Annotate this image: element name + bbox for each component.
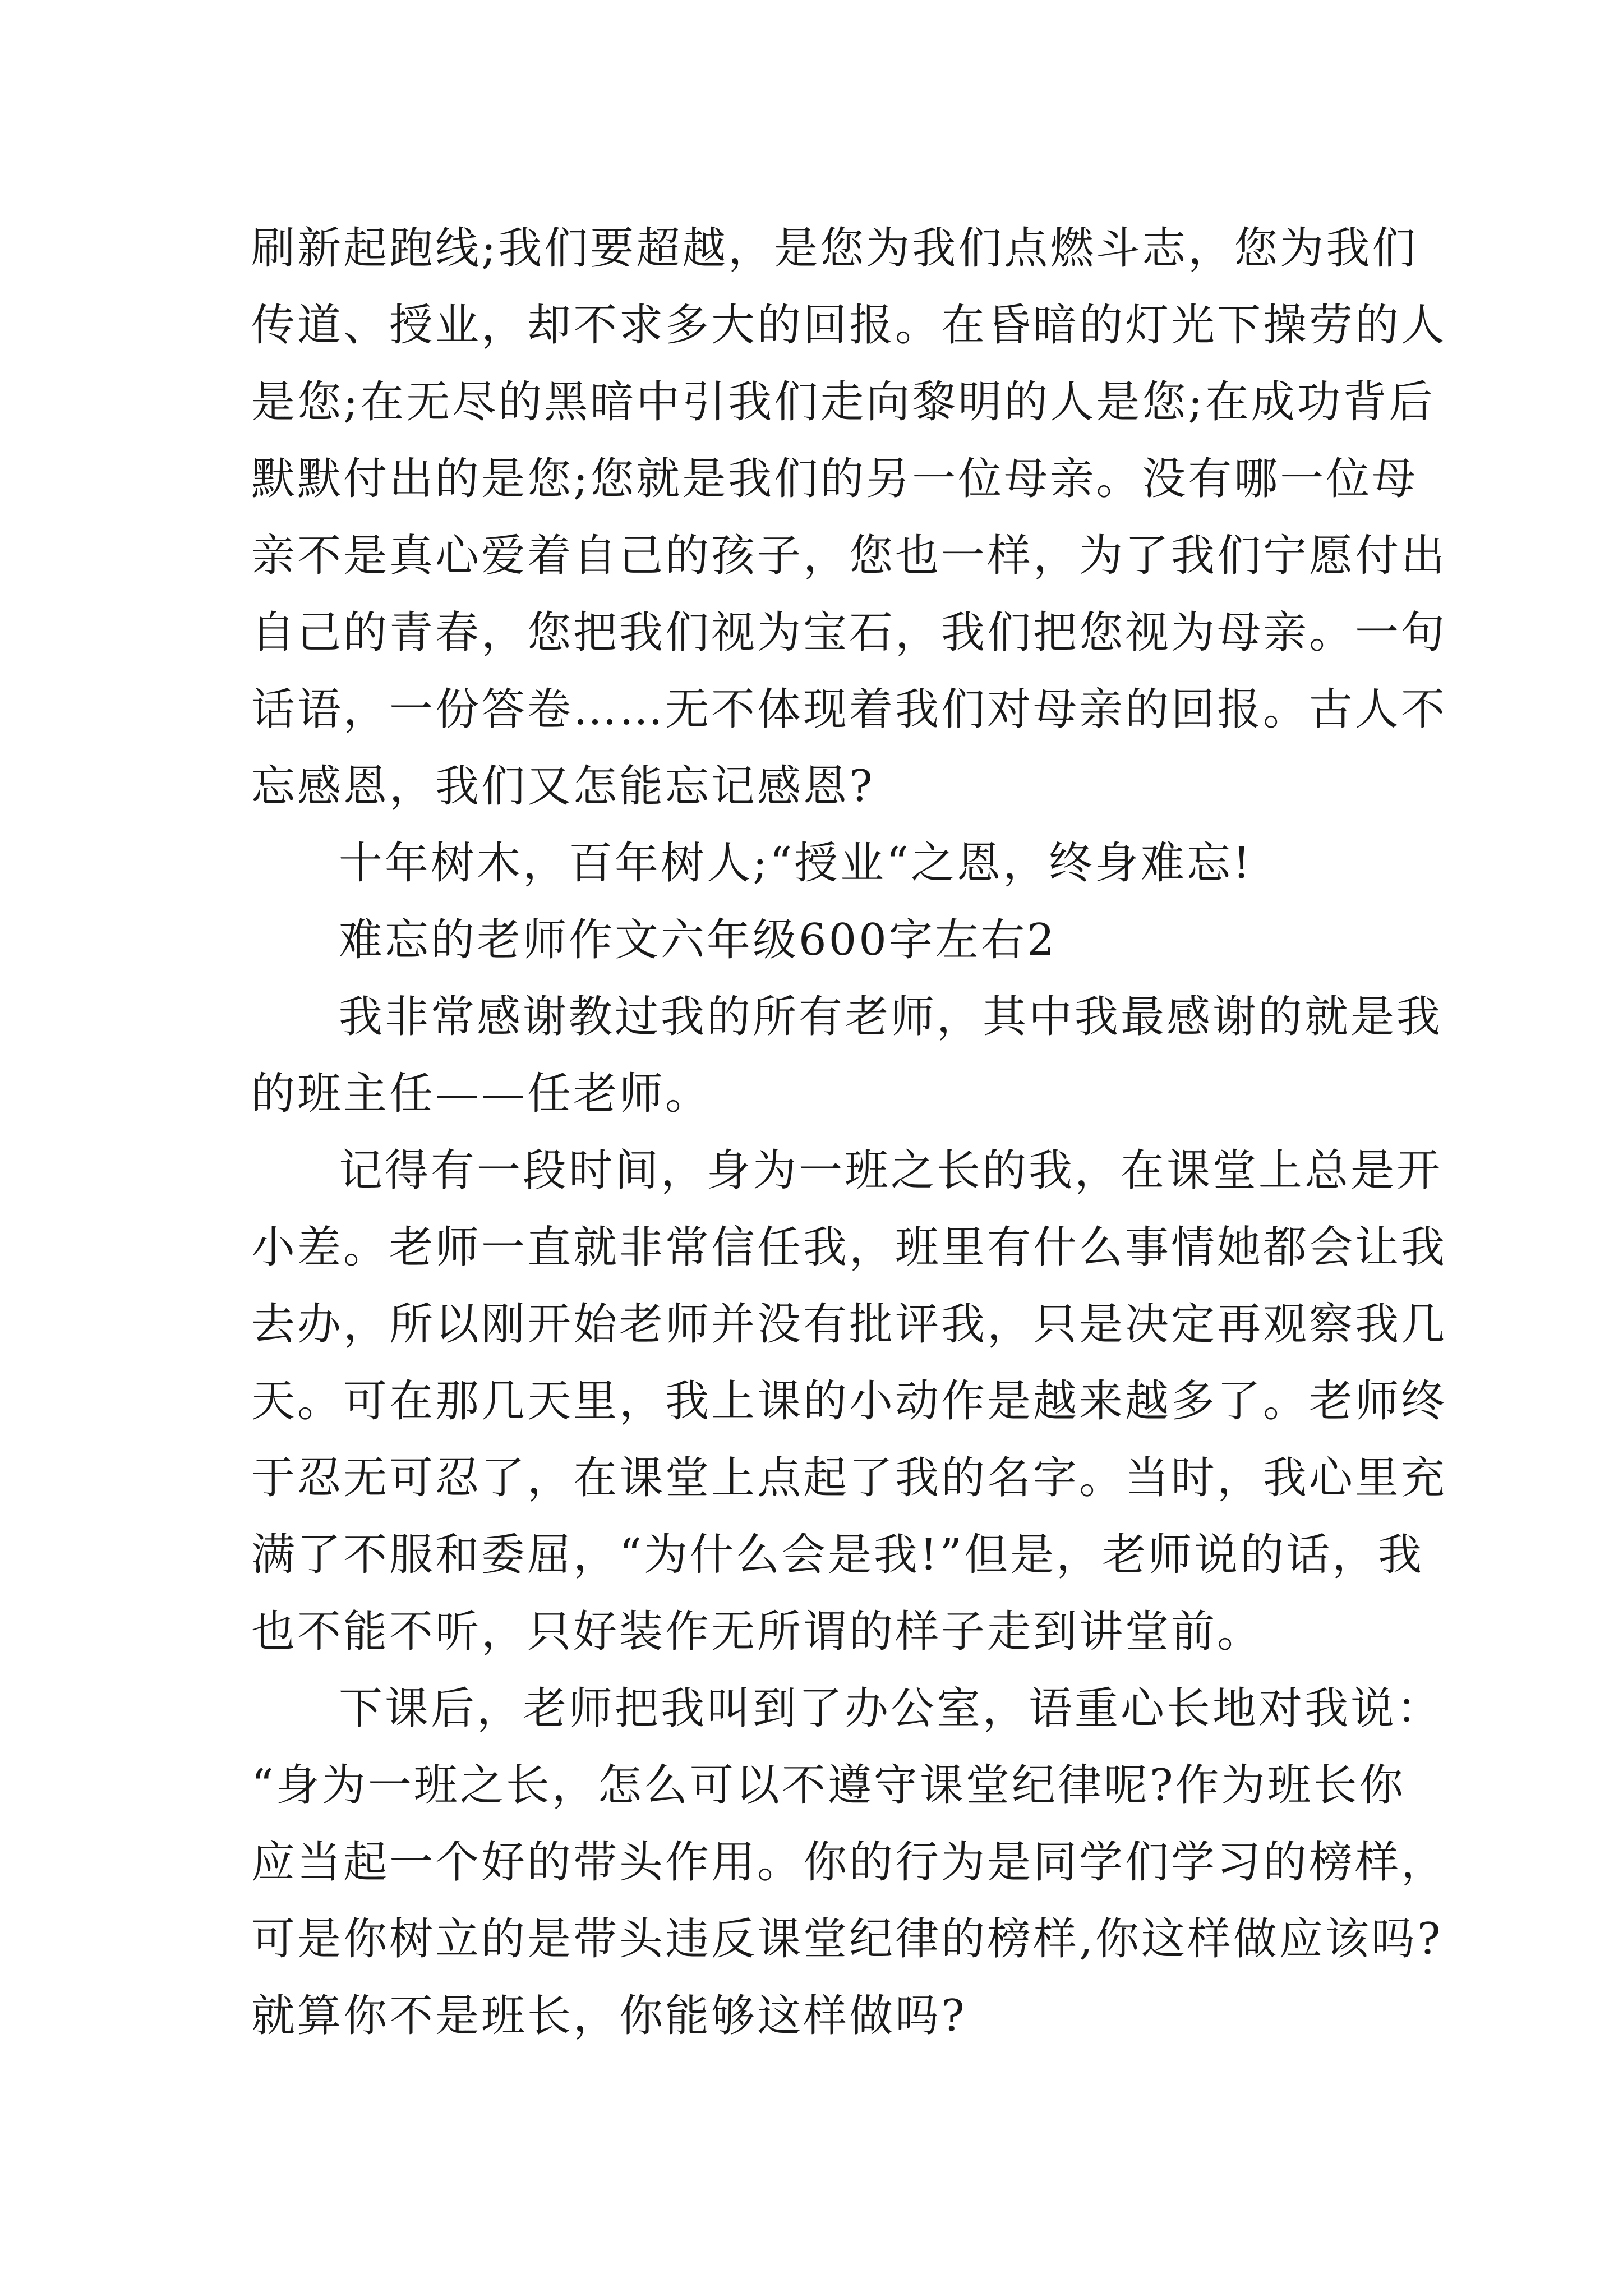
- text-line: 默默付出的是您;您就是我们的另一位母亲。没有哪一位母: [251, 454, 1418, 504]
- text-line: 话语，一份答卷……无不体现着我们对母亲的回报。古人不: [251, 684, 1447, 735]
- text-line: 传道、授业，却不求多大的回报。在昏暗的灯光下操劳的人: [251, 300, 1447, 351]
- text-line: 的班主任——任老师。: [251, 1069, 712, 1119]
- document-body: [251, 210, 1447, 2055]
- section-heading: 难忘的老师作文六年级600字左右2: [339, 915, 1057, 965]
- text-line: 记得有一段时间，身为一班之长的我，在课堂上总是开: [339, 1145, 1443, 1196]
- text-line: 小差。老师一直就非常信任我，班里有什么事情她都会让我: [251, 1222, 1447, 1273]
- text-line: 天。可在那几天里，我上课的小动作是越来越多了。老师终: [251, 1376, 1447, 1427]
- text-line: 亲不是真心爱着自己的孩子，您也一样，为了我们宁愿付出: [251, 531, 1447, 581]
- text-line: 满了不服和委屈，“为什么会是我!”但是，老师说的话，我: [251, 1530, 1424, 1580]
- text-line: 去办，所以刚开始老师并没有批评我，只是决定再观察我几: [251, 1299, 1447, 1350]
- text-line: “身为一班之长，怎么可以不遵守课堂纪律呢?作为班长你: [251, 1760, 1405, 1811]
- text-line: 于忍无可忍了，在课堂上点起了我的名字。当时，我心里充: [251, 1453, 1447, 1503]
- text-line: 就算你不是班长，你能够这样做吗?: [251, 1991, 967, 2041]
- text-line: 我非常感谢教过我的所有老师，其中我最感谢的就是我: [339, 992, 1443, 1042]
- text-line: 应当起一个好的带头作用。你的行为是同学们学习的榜样，: [251, 1837, 1447, 1888]
- text-line: 自己的青春，您把我们视为宝石，我们把您视为母亲。一句: [251, 608, 1447, 658]
- text-line: 可是你树立的是带头违反课堂纪律的榜样,你这样做应该吗?: [251, 1914, 1443, 1964]
- text-line: 也不能不听，只好装作无所谓的样子走到讲堂前。: [251, 1607, 1264, 1657]
- text-line: 十年树木，百年树人;“授业“之恩，终身难忘!: [339, 838, 1253, 889]
- text-line: 忘感恩，我们又怎能忘记感恩?: [251, 761, 875, 812]
- text-line: 下课后，老师把我叫到了办公室，语重心长地对我说：: [339, 1683, 1443, 1734]
- text-line: 刷新起跑线;我们要超越，是您为我们点燃斗志，您为我们: [251, 223, 1418, 274]
- text-line: 是您;在无尽的黑暗中引我们走向黎明的人是您;在成功背后: [251, 377, 1435, 427]
